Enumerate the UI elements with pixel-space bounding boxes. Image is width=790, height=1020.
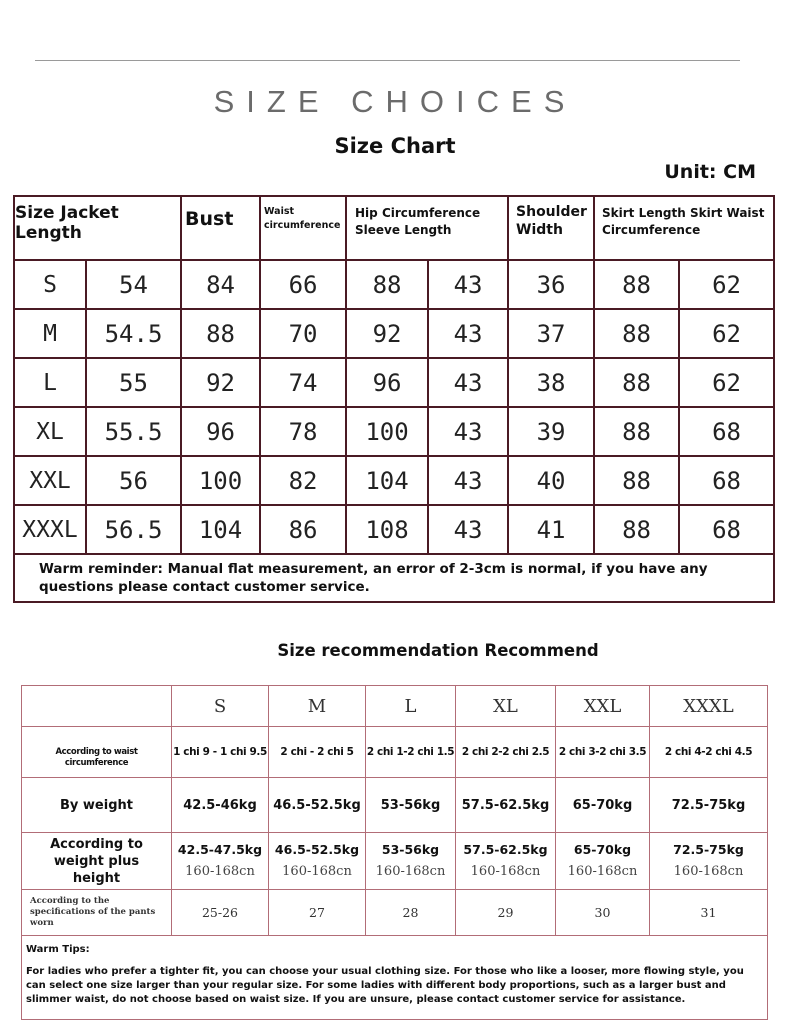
height-value: 160-168cn — [375, 864, 446, 879]
pants-row — [22, 890, 768, 936]
cell-sleeve: 43 — [428, 358, 508, 407]
cell-waist: 66 — [260, 260, 346, 309]
cell-sleeve: 43 — [428, 456, 508, 505]
size-corner-cell — [22, 686, 172, 727]
recommendation-table — [21, 685, 768, 1020]
cell-jacket-length: 54.5 — [86, 309, 181, 358]
cell-skirt-waist: 68 — [679, 505, 774, 554]
cell-shoulder: 40 — [508, 456, 594, 505]
page-heading: SIZE CHOICES — [213, 84, 577, 119]
weight-height-cell — [172, 833, 269, 890]
height-value: 160-168cn — [673, 864, 744, 879]
cell-jacket-length: 56 — [86, 456, 181, 505]
weight-cell: 72.5-75kg — [650, 778, 768, 833]
cell-jacket-length: 55 — [86, 358, 181, 407]
cell-hip: 100 — [346, 407, 428, 456]
weight-value: 42.5-47.5kg — [177, 842, 263, 857]
waist-cell: 2 chi 1-2 chi 1.5 — [366, 727, 456, 778]
pants-cell: 27 — [269, 890, 366, 936]
size-header-cell: XXL — [556, 686, 650, 727]
warm-tips-text: For ladies who prefer a tighter fit, you can choose your usual clothing size. For those who like a looser, more flowing style, you can select one size larger than your regular size. For some ladies with different body proportions, such as a larger bust and slimmer waist, do not choose based on waist size. If you are unsure, please contact customer service for assistance. — [26, 966, 744, 1005]
weight-value: 65-70kg — [573, 842, 632, 857]
weight-label: By weight — [22, 778, 172, 833]
weight-cell: 46.5-52.5kg — [269, 778, 366, 833]
cell-waist: 82 — [260, 456, 346, 505]
size-chart-row — [14, 505, 774, 554]
cell-size: XXL — [14, 456, 86, 505]
cell-shoulder: 39 — [508, 407, 594, 456]
weight-row — [22, 778, 768, 833]
cell-bust: 88 — [181, 309, 260, 358]
pants-cell: 28 — [366, 890, 456, 936]
size-chart-body — [14, 260, 774, 554]
weight-cell: 53-56kg — [366, 778, 456, 833]
waist-cell: 2 chi 2-2 chi 2.5 — [456, 727, 556, 778]
cell-bust: 92 — [181, 358, 260, 407]
unit-label: Unit: CM — [664, 161, 756, 183]
cell-shoulder: 38 — [508, 358, 594, 407]
header-hip-sleeve: Hip Circumference Sleeve Length — [346, 196, 508, 260]
cell-hip: 88 — [346, 260, 428, 309]
cell-hip: 104 — [346, 456, 428, 505]
waist-row — [22, 727, 768, 778]
weight-cell: 42.5-46kg — [172, 778, 269, 833]
weight-cell: 57.5-62.5kg — [456, 778, 556, 833]
cell-size: XXXL — [14, 505, 86, 554]
cell-size: XL — [14, 407, 86, 456]
cell-jacket-length: 56.5 — [86, 505, 181, 554]
weight-value: 57.5-62.5kg — [463, 842, 548, 857]
size-header-cell: M — [269, 686, 366, 727]
size-header-cell: L — [366, 686, 456, 727]
cell-waist: 78 — [260, 407, 346, 456]
waist-cell: 2 chi 4-2 chi 4.5 — [650, 727, 768, 778]
cell-size: L — [14, 358, 86, 407]
header-shoulder: Shoulder Width — [508, 196, 594, 260]
cell-sleeve: 43 — [428, 260, 508, 309]
size-chart-header — [14, 196, 774, 260]
cell-jacket-length: 55.5 — [86, 407, 181, 456]
cell-waist: 74 — [260, 358, 346, 407]
pants-cell: 30 — [556, 890, 650, 936]
header-waist: Waist circumference — [260, 196, 346, 260]
cell-bust: 100 — [181, 456, 260, 505]
cell-shoulder: 37 — [508, 309, 594, 358]
pants-label: According to the specifications of the pants worn — [22, 890, 172, 936]
weight-height-row — [22, 833, 768, 890]
weight-value: 46.5-52.5kg — [274, 842, 360, 857]
cell-skirt-length: 88 — [594, 505, 679, 554]
cell-skirt-length: 88 — [594, 456, 679, 505]
weight-height-cell — [456, 833, 556, 890]
cell-size: M — [14, 309, 86, 358]
pants-cell: 29 — [456, 890, 556, 936]
cell-waist: 70 — [260, 309, 346, 358]
cell-bust: 84 — [181, 260, 260, 309]
size-chart-row — [14, 358, 774, 407]
warm-reminder: Warm reminder: Manual flat measurement, an error of 2-3cm is normal, if you have any questions please contact customer service. — [14, 554, 774, 602]
size-chart-row — [14, 456, 774, 505]
waist-cell: 2 chi 3-2 chi 3.5 — [556, 727, 650, 778]
size-header-cell: XL — [456, 686, 556, 727]
cell-skirt-waist: 68 — [679, 456, 774, 505]
weight-height-cell — [556, 833, 650, 890]
weight-value: 53-56kg — [381, 842, 440, 857]
top-divider — [35, 60, 740, 61]
cell-sleeve: 43 — [428, 505, 508, 554]
recommendation-title: Size recommendation Recommend — [277, 641, 599, 660]
size-header-cell: XXXL — [650, 686, 768, 727]
waist-label: According to waist circumference — [22, 727, 172, 778]
size-chart-row — [14, 309, 774, 358]
size-chart-row — [14, 407, 774, 456]
recommendation-size-row — [22, 686, 768, 727]
cell-skirt-length: 88 — [594, 309, 679, 358]
cell-bust: 104 — [181, 505, 260, 554]
height-value: 160-168cn — [282, 864, 352, 879]
cell-shoulder: 41 — [508, 505, 594, 554]
cell-skirt-length: 88 — [594, 407, 679, 456]
warm-tips — [22, 936, 768, 1020]
height-value: 160-168cn — [470, 864, 541, 879]
size-chart-row — [14, 260, 774, 309]
header-size-jacket: Size Jacket Length — [14, 196, 181, 260]
weight-height-cell — [650, 833, 768, 890]
weight-height-label: According to weight plus height — [22, 833, 172, 890]
cell-waist: 86 — [260, 505, 346, 554]
warm-tips-row — [22, 936, 768, 1020]
cell-shoulder: 36 — [508, 260, 594, 309]
size-header-cell: S — [172, 686, 269, 727]
warm-reminder-row — [14, 554, 774, 602]
cell-sleeve: 43 — [428, 407, 508, 456]
weight-height-cell — [366, 833, 456, 890]
height-value: 160-168cn — [185, 864, 255, 879]
header-skirt: Skirt Length Skirt Waist Circumference — [594, 196, 774, 260]
size-chart-table — [13, 195, 775, 603]
cell-skirt-waist: 62 — [679, 358, 774, 407]
height-value: 160-168cn — [567, 864, 638, 879]
pants-cell: 25-26 — [172, 890, 269, 936]
cell-jacket-length: 54 — [86, 260, 181, 309]
weight-height-cell — [269, 833, 366, 890]
size-chart-title: Size Chart — [334, 134, 456, 158]
cell-skirt-length: 88 — [594, 260, 679, 309]
cell-hip: 108 — [346, 505, 428, 554]
cell-hip: 96 — [346, 358, 428, 407]
weight-value: 72.5-75kg — [673, 842, 744, 857]
cell-bust: 96 — [181, 407, 260, 456]
cell-skirt-length: 88 — [594, 358, 679, 407]
cell-sleeve: 43 — [428, 309, 508, 358]
weight-cell: 65-70kg — [556, 778, 650, 833]
cell-skirt-waist: 62 — [679, 260, 774, 309]
cell-skirt-waist: 68 — [679, 407, 774, 456]
waist-cell: 2 chi - 2 chi 5 — [269, 727, 366, 778]
warm-tips-title: Warm Tips: — [26, 944, 90, 955]
waist-cell: 1 chi 9 - 1 chi 9.5 — [172, 727, 269, 778]
cell-skirt-waist: 62 — [679, 309, 774, 358]
header-bust: Bust — [181, 196, 260, 260]
cell-size: S — [14, 260, 86, 309]
cell-hip: 92 — [346, 309, 428, 358]
pants-cell: 31 — [650, 890, 768, 936]
